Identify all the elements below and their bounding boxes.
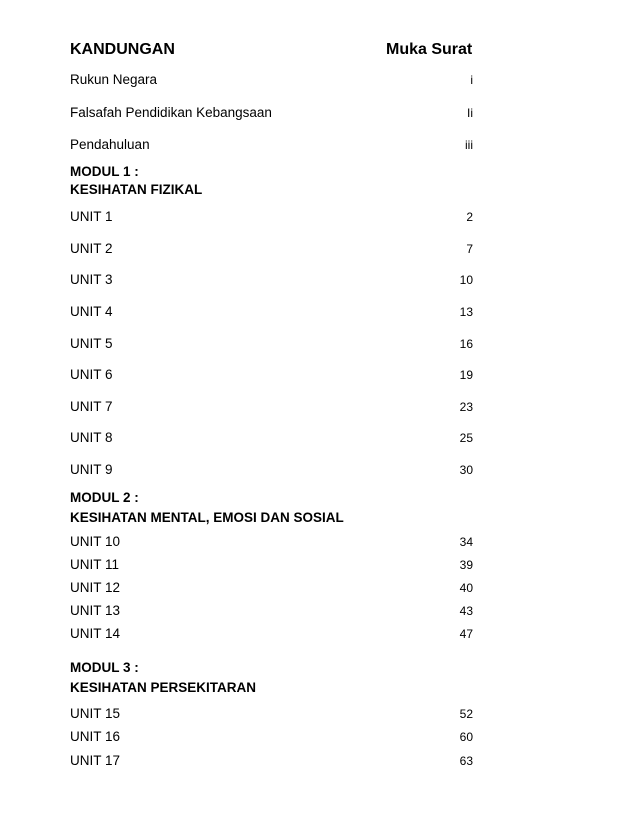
toc-title: KANDUNGAN (70, 41, 175, 58)
entry-label: UNIT 11 (70, 557, 120, 572)
toc-entry (70, 729, 473, 747)
toc-entry (70, 603, 473, 621)
toc-entry (70, 399, 473, 417)
entry-page: 30 (459, 463, 473, 477)
toc-entry (70, 580, 473, 598)
toc-entry (70, 105, 473, 123)
entry-page: 63 (459, 754, 473, 768)
toc-entry (70, 753, 473, 771)
entry-label: UNIT 3 (70, 272, 113, 287)
entry-label: UNIT 12 (70, 580, 121, 595)
toc-entry (70, 367, 473, 385)
toc-entry (70, 706, 473, 724)
toc-entry (70, 241, 473, 259)
module-title: KESIHATAN PERSEKITARAN (70, 680, 257, 695)
toc-entry (70, 336, 473, 354)
entry-page: 60 (459, 730, 473, 744)
entry-label: UNIT 6 (70, 367, 113, 382)
entry-page: 16 (459, 337, 473, 351)
entry-page: 19 (459, 368, 473, 382)
entry-page: Ii (467, 106, 473, 120)
entry-page: 2 (466, 210, 473, 224)
entry-page: 13 (459, 305, 473, 319)
entry-label: UNIT 14 (70, 626, 121, 641)
toc-entry (70, 137, 473, 155)
entry-label: UNIT 4 (70, 304, 113, 319)
module-code: MODUL 2 : (70, 490, 139, 505)
entry-label: UNIT 5 (70, 336, 113, 351)
toc-entry (70, 272, 473, 290)
entry-page: 34 (459, 535, 473, 549)
page-column-header: Muka Surat (386, 41, 473, 58)
entry-label: Falsafah Pendidikan Kebangsaan (70, 105, 272, 120)
toc-entry (70, 209, 473, 227)
entry-page: 7 (466, 242, 473, 256)
entry-page: 39 (459, 558, 473, 572)
entry-label: UNIT 2 (70, 241, 113, 256)
entry-label: UNIT 13 (70, 603, 121, 618)
entry-label: UNIT 8 (70, 430, 113, 445)
entry-page: 43 (459, 604, 473, 618)
entry-label: UNIT 1 (70, 209, 113, 224)
entry-label: UNIT 7 (70, 399, 113, 414)
toc-entry (70, 462, 473, 480)
toc-entry (70, 534, 473, 552)
entry-label: UNIT 9 (70, 462, 113, 477)
entry-label: UNIT 15 (70, 706, 121, 721)
entry-page: 47 (459, 627, 473, 641)
entry-page: 10 (459, 273, 473, 287)
entry-page: 52 (459, 707, 473, 721)
module-title: KESIHATAN MENTAL, EMOSI DAN SOSIAL (70, 510, 344, 525)
toc-entry (70, 626, 473, 644)
entry-label: Rukun Negara (70, 72, 158, 87)
module-code: MODUL 3 : (70, 660, 139, 675)
entry-page: 40 (459, 581, 473, 595)
toc-entry (70, 557, 473, 575)
entry-page: 25 (459, 431, 473, 445)
entry-label: UNIT 16 (70, 729, 121, 744)
toc-entry (70, 304, 473, 322)
module-code: MODUL 1 : (70, 164, 139, 179)
module-title: KESIHATAN FIZIKAL (70, 182, 203, 197)
toc-entry (70, 430, 473, 448)
entry-page: 23 (459, 400, 473, 414)
entry-page: iii (465, 138, 473, 152)
entry-label: UNIT 10 (70, 534, 121, 549)
toc-entry (70, 72, 473, 90)
entry-label: Pendahuluan (70, 137, 150, 152)
entry-page: i (470, 73, 473, 87)
entry-label: UNIT 17 (70, 753, 121, 768)
